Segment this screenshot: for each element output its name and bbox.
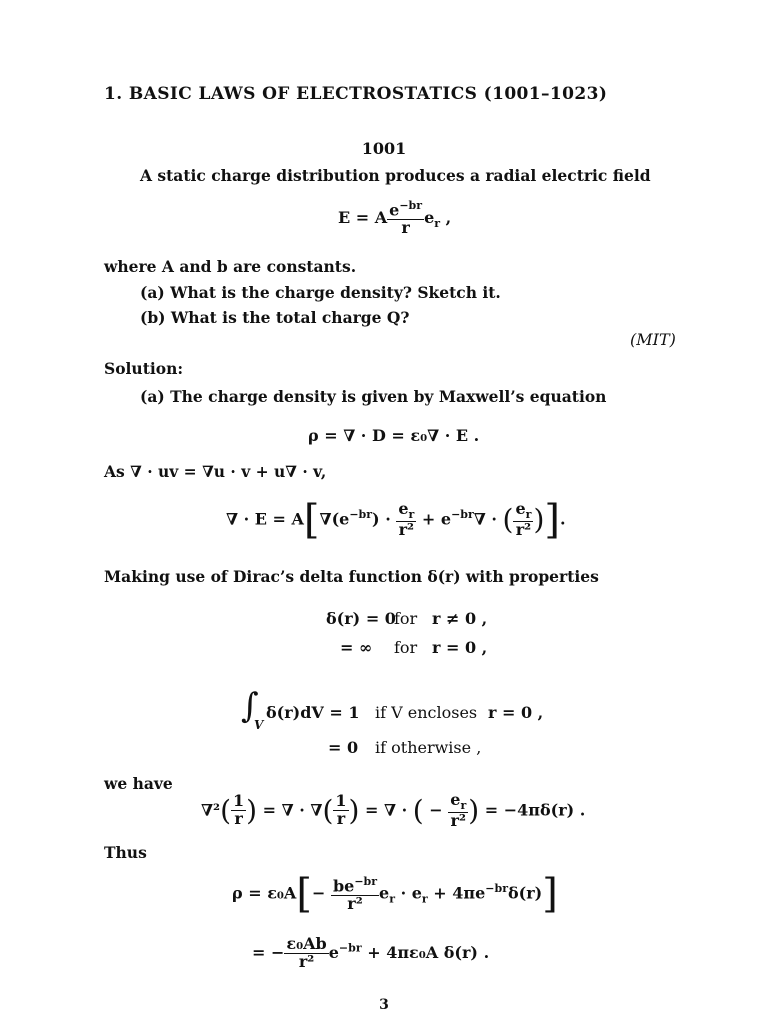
lap-paren-close-2: ) [348, 793, 360, 827]
div-frac1-num-base: e [398, 499, 409, 519]
lap-paren-close-3: ) [468, 793, 480, 827]
lap-frac2-den: r [333, 810, 348, 828]
div-term1-end: ) · [372, 509, 391, 529]
rho-dot: · e [395, 883, 422, 903]
rho-frac-num [331, 876, 379, 895]
part-b-question: (b) What is the total charge Q? [140, 308, 410, 327]
we-have-label: we have [104, 774, 173, 793]
lap-p3: = ∇ · [359, 800, 408, 820]
lap-paren-open-3: ( [412, 793, 424, 827]
field-numerator [387, 200, 424, 219]
div-plus: + e [416, 509, 452, 529]
vector-identity: As ∇ · uv = ∇u · v + u∇ · v, [104, 462, 327, 481]
integral-row2-condition: if otherwise , [375, 738, 482, 757]
div-frac2-den: r² [513, 521, 533, 539]
rho2-exp: −br [338, 941, 362, 955]
solution-part-a-intro: (a) The charge density is given by Maxwell’s equation [140, 387, 607, 406]
divergence-equation [226, 497, 566, 543]
lap-paren-open-2: ( [322, 793, 334, 827]
field-num-exp: −br [399, 199, 423, 212]
div-lhs: ∇ · E = A [226, 509, 304, 529]
lap-frac2-num: 1 [335, 791, 347, 811]
div-frac2-num [513, 501, 533, 521]
delta-row2-lhs: = ∞ [340, 638, 373, 657]
lap-frac3-num [448, 792, 468, 812]
field-denominator: r [387, 219, 424, 237]
lap-fraction-1 [231, 793, 246, 828]
right-bracket: ] [544, 497, 561, 543]
rho2-tail: + 4πε₀A δ(r) . [361, 942, 490, 962]
problem-intro: A static charge distribution produces a radial electric field [140, 166, 651, 185]
integral-condition: if V encloses [375, 703, 478, 722]
rho-frac-num-exp: −br [354, 874, 378, 888]
lap-frac1-den: r [231, 810, 246, 828]
integral-body: δ(r)dV = 1 [266, 703, 360, 722]
part-a-question: (a) What is the charge density? Sketch it. [140, 283, 501, 302]
thus-label: Thus [104, 843, 147, 862]
constants-note: where A and b are constants. [104, 257, 357, 276]
rho-minus: − [311, 883, 331, 903]
integral-condition-2: r = 0 , [488, 703, 544, 722]
field-equation [338, 200, 451, 237]
delta-row1-lhs: δ(r) = 0 [326, 609, 396, 628]
div-plus-exp: −br [451, 508, 474, 522]
rho-equation [232, 871, 558, 917]
right-paren: ) [533, 503, 545, 536]
lap-frac3-den: r² [448, 812, 468, 830]
div-fraction-2 [513, 501, 533, 539]
rho-mid-sub: r [389, 892, 396, 906]
page-number: 3 [379, 997, 389, 1013]
div-frac2-num-sub: r [525, 508, 532, 522]
lap-frac3-num-sub: r [460, 799, 467, 813]
delta-row2-cond: r = 0 , [432, 638, 488, 657]
field-num-base: e [389, 200, 400, 220]
left-bracket: [ [303, 497, 320, 543]
problem-number: 1001 [361, 139, 407, 158]
integral-subscript: V [254, 718, 264, 732]
problem-source: (MIT) [630, 330, 676, 349]
lap-frac1-num: 1 [233, 791, 245, 811]
chapter-heading: 1. BASIC LAWS OF ELECTROSTATICS (1001–1023) [104, 84, 608, 104]
div-nabla: ∇ · [473, 509, 497, 529]
div-fraction-1 [396, 501, 416, 539]
left-paren: ( [502, 503, 514, 536]
rho-equation-line2 [252, 936, 489, 971]
lap-p4: = −4πδ(r) . [479, 800, 586, 820]
field-unit-sub: r [434, 217, 441, 231]
rho2-frac-num: ε₀Ab [286, 934, 327, 953]
lap-p2: = ∇ · ∇ [257, 800, 323, 820]
field-lhs: E = A [338, 207, 388, 227]
rho2-frac-den: r² [284, 953, 328, 971]
rho2-exp-base: e [328, 942, 339, 962]
div-frac1-num-sub: r [408, 508, 415, 522]
lap-paren-close-1: ) [246, 793, 258, 827]
delta-row2-for: for [394, 638, 418, 657]
delta-row1-cond: r ≠ 0 , [432, 609, 488, 628]
field-unit: e [424, 207, 435, 227]
lap-p1: ∇² [201, 800, 221, 820]
rho-fraction [331, 876, 379, 913]
rho-plus-exp: −br [485, 882, 508, 896]
solution-heading: Solution: [104, 359, 184, 378]
div-frac1-den: r² [396, 521, 416, 539]
div-frac2-num-base: e [515, 499, 526, 519]
rho-left-bracket: [ [296, 871, 312, 917]
delta-row1-for: for [394, 609, 418, 628]
integral-sign: ∫ [241, 686, 259, 726]
rho-delta: δ(r) [508, 883, 543, 903]
rho-dot-sub: r [421, 892, 428, 906]
rho-mid: e [379, 883, 390, 903]
lap-minus: − [423, 800, 449, 820]
rho2-eq: = − [252, 942, 285, 962]
div-term1-exp: −br [349, 508, 373, 522]
rho-right-bracket: ] [542, 871, 558, 917]
rho2-fraction [284, 936, 328, 971]
integral-row2-lhs: = 0 [328, 738, 359, 757]
rho-lhs: ρ = ε₀A [232, 883, 297, 903]
rho-plus: + 4πe [427, 883, 486, 903]
div-frac1-num [396, 501, 416, 521]
lap-paren-open-1: ( [220, 793, 231, 827]
rho-frac-num-base: be [332, 875, 355, 895]
lap-frac3-num-base: e [450, 790, 461, 809]
lap-fraction-2 [333, 793, 348, 828]
dirac-intro: Making use of Dirac’s delta function δ(r) with properties [104, 567, 599, 586]
laplacian-equation [201, 792, 585, 830]
lap-fraction-3 [448, 792, 468, 830]
div-end: . [560, 509, 566, 529]
rho-frac-den: r² [331, 895, 379, 913]
field-end: , [440, 207, 452, 227]
div-term1: ∇(e [319, 509, 350, 529]
field-fraction [387, 200, 424, 237]
maxwell-equation: ρ = ∇ · D = ε₀∇ · E . [308, 426, 480, 445]
